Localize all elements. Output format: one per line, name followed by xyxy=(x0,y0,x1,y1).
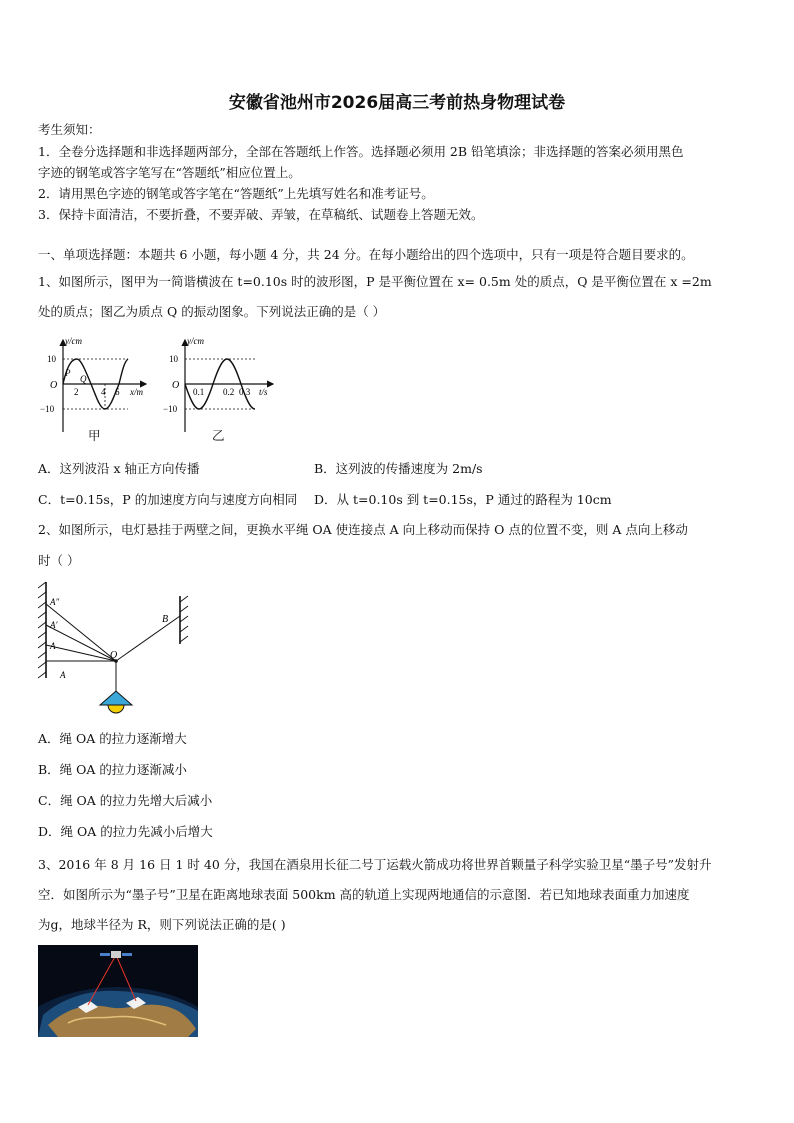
point-label: A′ xyxy=(50,620,58,630)
point-label-q: Q xyxy=(80,374,87,384)
tick-label: 0.3 xyxy=(239,387,251,397)
question-1-stem: 1、如图所示，图甲为一简谐横波在 t=0.10s 时的波形图，P 是平衡位置在 x= 0.5m 处的质点，Q 是平衡位置在 x =2m xyxy=(38,274,712,289)
tick-label: 10 xyxy=(47,354,56,364)
lamp-rope-figure xyxy=(38,578,198,720)
axis-label-x: x/m xyxy=(130,387,143,397)
notice-item: 3．保持卡面清洁，不要折叠，不要弄破、弄皱，在草稿纸、试题卷上答题无效。 xyxy=(38,207,484,222)
question-3-stem: 为g，地球半径为 R，则下列说法正确的是( ) xyxy=(38,917,286,932)
tick-label: 0.2 xyxy=(223,387,235,397)
option-d: D．从 t=0.10s 到 t=0.15s，P 通过的路程为 10cm xyxy=(314,492,612,507)
question-1-stem: 处的质点；图乙为质点 Q 的振动图象。下列说法正确的是（ ） xyxy=(38,304,386,319)
tick-label: O xyxy=(50,380,58,391)
point-label-o: O xyxy=(110,650,118,661)
option-a: A．这列波沿 x 轴正方向传播 xyxy=(38,461,200,476)
option-c: C．t=0.15s，P 的加速度方向与速度方向相同 xyxy=(38,492,298,507)
notice-header: 考生须知： xyxy=(38,122,101,137)
option-b: B．绳 OA 的拉力逐渐减小 xyxy=(38,762,187,777)
point-label: A″ xyxy=(50,597,60,607)
option-a: A．绳 OA 的拉力逐渐增大 xyxy=(38,731,187,746)
question-3-stem: 3、2016 年 8 月 16 日 1 时 40 分，我国在酒泉用长征二号丁运载火箭成功将世界首颗量子科学实验卫星“墨子号”发射升 xyxy=(38,857,712,872)
question-2-stem: 时（ ） xyxy=(38,553,80,568)
tick-label: 0.1 xyxy=(193,387,205,397)
notice-item: 1．全卷分选择题和非选择题两部分，全部在答题纸上作答。选择题必须用 2B 铅笔填涂；非选择题的答案必须用黑色 xyxy=(38,144,684,159)
point-label-b: B xyxy=(162,614,169,625)
option-c: C．绳 OA 的拉力先增大后减小 xyxy=(38,793,213,808)
point-label-p: P xyxy=(65,368,71,378)
notice-item: 字迹的钢笔或答字笔写在“答题纸”相应位置上。 xyxy=(38,165,301,180)
question-2-stem: 2、如图所示，电灯悬挂于两壁之间，更换水平绳 OA 使连接点 A 向上移动而保持 O 点的位置不变，则 A 点向上移动 xyxy=(38,522,688,537)
question-3-stem: 空．如图所示为“墨子号”卫星在距离地球表面 500km 高的轨道上实现两地通信的示意图．若已知地球表面重力加速度 xyxy=(38,887,690,902)
figure-caption: 乙 xyxy=(212,428,225,443)
tick-label: 6 xyxy=(115,387,120,397)
tick-label: 4 xyxy=(101,387,106,397)
axis-label-y: y/cm xyxy=(187,336,204,346)
point-label: A xyxy=(50,641,56,651)
axis-label-x: t/s xyxy=(259,387,268,397)
notice-item: 2．请用黑色字迹的钢笔或答字笔在“答题纸”上先填写姓名和准考证号。 xyxy=(38,186,434,201)
option-d: D．绳 OA 的拉力先减小后增大 xyxy=(38,824,213,839)
figure-caption: 甲 xyxy=(88,428,101,443)
satellite-earth-image xyxy=(38,945,198,1037)
axis-label-y: y/cm xyxy=(65,336,82,346)
tick-label: 2 xyxy=(74,387,79,397)
tick-label: 10 xyxy=(169,354,178,364)
tick-label: O xyxy=(172,380,180,391)
lamp-icon xyxy=(100,691,132,713)
point-label: A xyxy=(60,670,66,680)
tick-label: −10 xyxy=(40,404,55,414)
option-b: B．这列波的传播速度为 2m/s xyxy=(314,461,483,476)
tick-label: −10 xyxy=(163,404,178,414)
section-heading: 一、单项选择题：本题共 6 小题，每小题 4 分，共 24 分。在每小题给出的四个选项中，只有一项是符合题目要求的。 xyxy=(38,247,694,262)
page-title: 安徽省池州市2026届高三考前热身物理试卷 xyxy=(228,93,566,113)
